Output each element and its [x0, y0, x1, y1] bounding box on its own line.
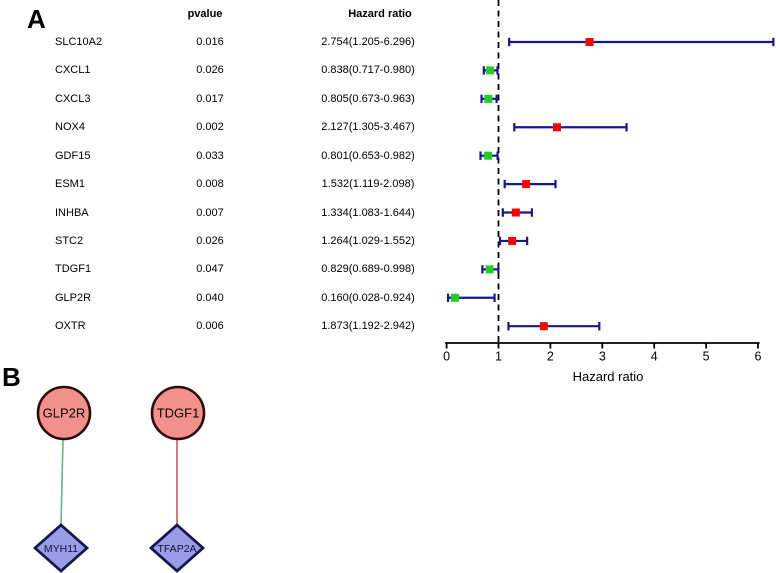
gene-label: GDF15: [55, 149, 91, 162]
hazard-ratio-ci-cell: 0.801(0.653-0.982): [321, 149, 415, 162]
x-axis-tick-label: 5: [702, 349, 710, 364]
gene-label: SLC10A2: [55, 36, 103, 48]
pvalue-cell: 0.007: [196, 206, 224, 219]
panel-a-label: A: [27, 4, 46, 34]
pvalue-cell: 0.008: [196, 178, 224, 191]
network-node-label: TFAP2A: [157, 542, 197, 555]
pvalue-cell: 0.026: [196, 234, 224, 247]
hazard-ratio-ci-cell: 1.873(1.192-2.942): [321, 320, 415, 333]
panel-b-label: B: [2, 362, 21, 392]
hazard-ratio-ci-cell: 1.264(1.029-1.552): [321, 234, 415, 247]
x-axis-tick-label: 0: [443, 349, 451, 364]
pvalue-cell: 0.040: [196, 291, 224, 304]
hazard-ratio-column-header: Hazard ratio: [348, 8, 412, 20]
x-axis-tick-label: 1: [495, 349, 502, 364]
pvalue-cell: 0.006: [196, 320, 224, 333]
hr-point-marker: [484, 95, 492, 103]
network-edge-green: [61, 439, 63, 525]
hr-point-marker: [486, 66, 494, 74]
x-axis-tick-label: 2: [546, 349, 554, 364]
hr-point-marker: [586, 38, 594, 46]
gene-label: TDGF1: [55, 263, 92, 276]
x-axis-tick-label: 3: [598, 349, 606, 364]
pvalue-cell: 0.016: [196, 36, 224, 48]
hr-point-marker: [553, 123, 561, 131]
hr-point-marker: [486, 265, 494, 273]
x-axis-label: Hazard ratio: [572, 369, 644, 384]
hazard-ratio-ci-cell: 2.754(1.205-6.296): [321, 36, 415, 48]
hazard-ratio-ci-cell: 1.334(1.083-1.644): [321, 206, 415, 219]
hr-point-marker: [512, 209, 520, 217]
pvalue-cell: 0.033: [196, 149, 224, 162]
hazard-ratio-ci-cell: 0.160(0.028-0.924): [321, 291, 415, 304]
network-node-label: MYH11: [43, 542, 79, 555]
hr-point-marker: [451, 294, 459, 302]
pvalue-column-header: pvalue: [187, 8, 223, 20]
network-node-label: GLP2R: [42, 405, 86, 421]
hazard-ratio-ci-cell: 0.838(0.717-0.980): [321, 64, 415, 77]
hazard-ratio-ci-cell: 0.805(0.673-0.963): [321, 92, 415, 105]
gene-label: CXCL1: [55, 64, 91, 77]
gene-label: INHBA: [55, 206, 89, 219]
x-axis-tick-label: 6: [754, 349, 762, 364]
gene-label: OXTR: [55, 320, 86, 333]
gene-label: ESM1: [55, 178, 85, 191]
pvalue-cell: 0.002: [196, 121, 224, 134]
hr-point-marker: [540, 322, 548, 330]
gene-label: GLP2R: [55, 291, 92, 304]
hr-point-marker: [484, 152, 492, 160]
hazard-ratio-ci-cell: 2.127(1.305-3.467): [321, 121, 415, 134]
network-node-label: TDGF1: [156, 405, 200, 421]
gene-label: CXCL3: [55, 92, 91, 105]
hr-point-marker: [522, 180, 530, 188]
pvalue-cell: 0.026: [196, 64, 224, 77]
gene-label: STC2: [55, 234, 84, 247]
pvalue-cell: 0.017: [196, 92, 224, 105]
gene-label: NOX4: [55, 121, 85, 134]
hr-point-marker: [508, 237, 516, 245]
pvalue-cell: 0.047: [196, 263, 224, 276]
hazard-ratio-ci-cell: 1.532(1.119-2.098): [321, 178, 415, 191]
x-axis-tick-label: 4: [650, 349, 658, 364]
hazard-ratio-ci-cell: 0.829(0.689-0.998): [321, 263, 415, 276]
